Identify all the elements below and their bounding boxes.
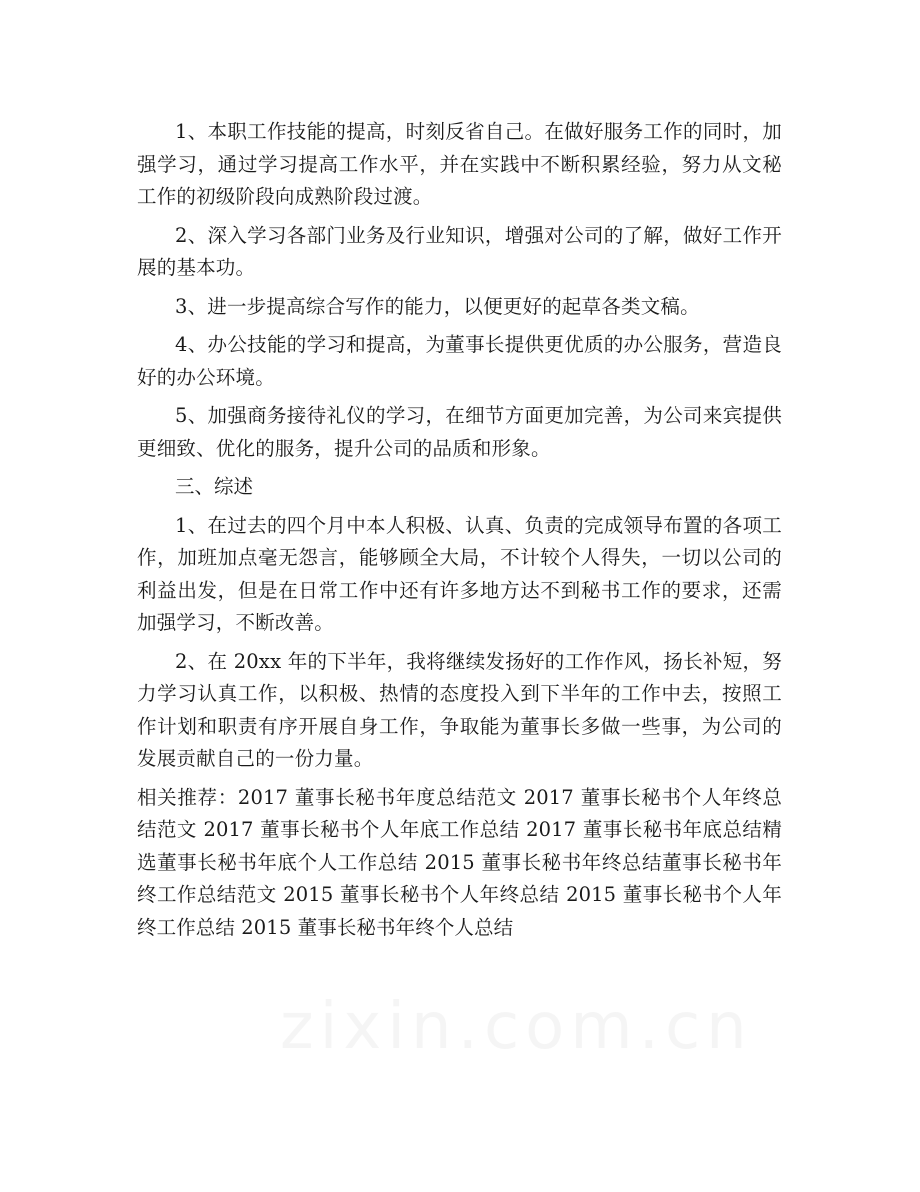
section-heading-summary: 三、综述 — [175, 475, 254, 498]
paragraph-business-etiquette: 5、加强商务接待礼仪的学习，在细节方面更加完善，为公司来宾提供更细致、优化的服务，提升公司的品质和形象。 — [137, 404, 782, 460]
paragraph-summary-past: 1、在过去的四个月中本人积极、认真、负责的完成领导布置的各项工作，加班加点毫无怨言，能够顾全大局，不计较个人得失，一切以公司的利益出发，但是在日常工作中还有许多地方达不到秘书工作的要求，还需加强学习，不断改善。 — [137, 513, 782, 634]
watermark: zixin.com.cn — [280, 990, 753, 1064]
related-recommendations: 相关推荐：2017 董事长秘书年度总结范文 2017 董事长秘书个人年终总结范文 2017 董事长秘书个人年底工作总结 2017 董事长秘书年底总结精选董事长秘书年底个人工作总结 2015 董事长秘书年终总结董事长秘书年终工作总结范文 2015 董事长秘书个人年终总结 2015 董事长秘书个人年终工作总结 2015 董事长秘书年终个人总结 — [137, 785, 782, 939]
paragraph-writing-ability: 3、进一步提高综合写作的能力，以便更好的起草各类文稿。 — [175, 294, 700, 318]
paragraph-industry-knowledge: 2、深入学习各部门业务及行业知识，增强对公司的了解，做好工作开展的基本功。 — [137, 223, 782, 279]
paragraph-summary-future: 2、在 20xx 年的下半年，我将继续发扬好的工作作风，扬长补短，努力学习认真工作，以积极、热情的态度投入到下半年的工作中去，按照工作计划和职责有序开展自身工作，争取能为董事长多做一些事，为公司的发展贡献自己的一份力量。 — [137, 649, 782, 770]
document-page — [137, 116, 782, 944]
paragraph-skill-improvement: 1、本职工作技能的提高，时刻反省自己。在做好服务工作的同时，加强学习，通过学习提高工作水平，并在实践中不断积累经验，努力从文秘工作的初级阶段向成熟阶段过渡。 — [137, 120, 782, 208]
paragraph-office-skills: 4、办公技能的学习和提高，为董事长提供更优质的办公服务，营造良好的办公环境。 — [137, 333, 782, 389]
